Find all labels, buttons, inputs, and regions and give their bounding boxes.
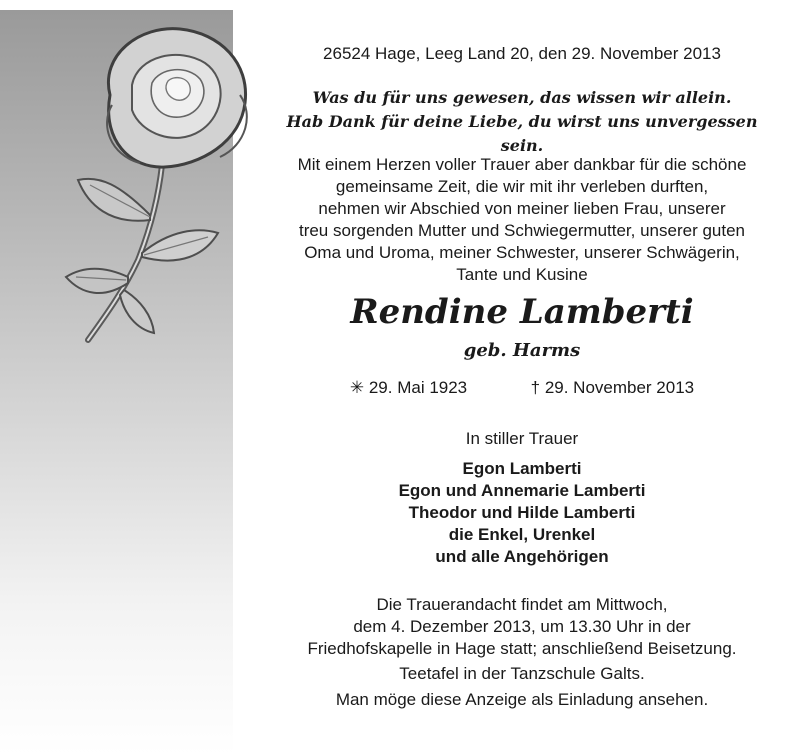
quote-line: Was du für uns gewesen, das wissen wir allein. bbox=[312, 88, 732, 107]
service-announcement bbox=[272, 594, 772, 660]
memorial-quote bbox=[272, 86, 772, 158]
service-line: Friedhofskapelle in Hage statt; anschließend Beisetzung. bbox=[307, 639, 737, 658]
life-dates bbox=[272, 378, 772, 398]
farewell-line: Oma und Uroma, meiner Schwester, unserer Schwägerin, bbox=[304, 243, 740, 262]
farewell-text bbox=[272, 154, 772, 286]
mourning-label: In stiller Trauer bbox=[465, 429, 579, 448]
mourner-entry: Theodor und Hilde Lamberti bbox=[408, 503, 636, 522]
farewell-line: Mit einem Herzen voller Trauer aber dankbar für die schöne bbox=[297, 155, 747, 174]
deceased-birth-name: geb. Harms bbox=[463, 340, 581, 361]
deceased-name: Rendine Lamberti bbox=[350, 292, 694, 332]
farewell-line: treu sorgenden Mutter und Schwiegermutter, unserer guten bbox=[298, 221, 746, 240]
quote-line: Hab Dank für deine Liebe, du wirst uns unvergessen sein. bbox=[286, 112, 758, 155]
place-date-line: 26524 Hage, Leeg Land 20, den 29. November 2013 bbox=[323, 44, 721, 63]
invitation-note: Man möge diese Anzeige als Einladung ansehen. bbox=[335, 690, 709, 709]
rose-icon bbox=[40, 15, 280, 355]
mourner-entry: und alle Angehörigen bbox=[435, 547, 609, 566]
farewell-line: nehmen wir Abschied von meiner lieben Frau, unserer bbox=[318, 199, 726, 218]
service-line: dem 4. Dezember 2013, um 13.30 Uhr in der bbox=[353, 617, 691, 636]
birth-star-icon: ✳ bbox=[349, 378, 365, 397]
tea-table-note: Teetafel in der Tanzschule Galts. bbox=[399, 664, 645, 683]
mourner-entry: Egon und Annemarie Lamberti bbox=[398, 481, 646, 500]
mourner-entry: Egon Lamberti bbox=[462, 459, 582, 478]
mourners-list bbox=[272, 458, 772, 568]
service-line: Die Trauerandacht findet am Mittwoch, bbox=[376, 595, 668, 614]
mourner-entry: die Enkel, Urenkel bbox=[448, 525, 596, 544]
birth-date: 29. Mai 1923 bbox=[368, 378, 468, 397]
death-date: 29. November 2013 bbox=[544, 378, 695, 397]
farewell-line: gemeinsame Zeit, die wir mit ihr verleben durften, bbox=[335, 177, 709, 196]
death-cross-icon: † bbox=[530, 378, 541, 397]
farewell-line: Tante und Kusine bbox=[456, 265, 588, 284]
